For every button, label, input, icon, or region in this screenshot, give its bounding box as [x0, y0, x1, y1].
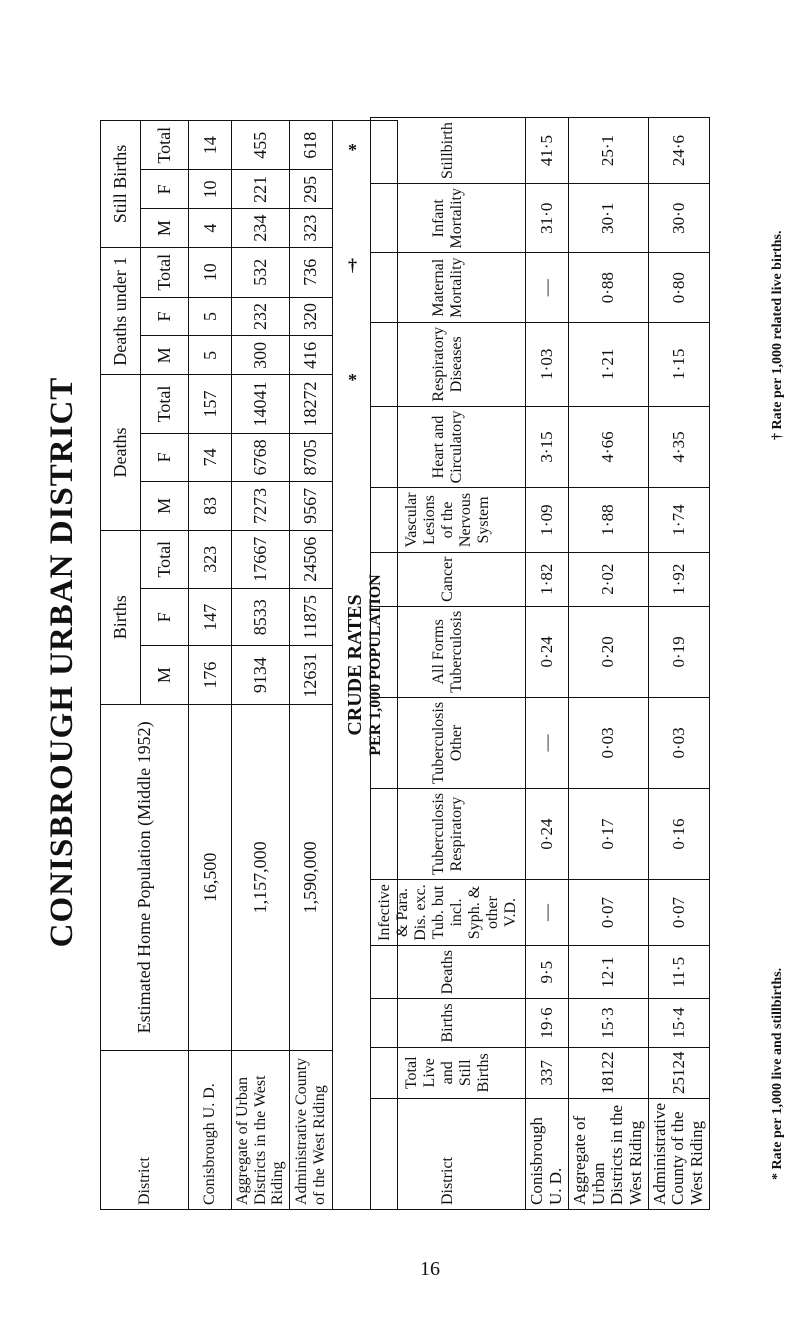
table-row [648, 118, 709, 1210]
cell: 10 [189, 248, 232, 297]
cell: 10 [189, 170, 232, 209]
row-population: 16,500 [189, 704, 232, 1050]
cell: 7273 [232, 482, 290, 531]
cell: 323 [289, 209, 332, 248]
cell: 0·19 [648, 606, 709, 697]
cell: 0·88 [569, 253, 649, 322]
cell: 9567 [289, 482, 332, 531]
cell: 15·3 [569, 999, 649, 1047]
cell: 320 [289, 297, 332, 336]
row-district: Conisbrough U. D. [526, 1099, 569, 1210]
cell: 15·4 [648, 999, 709, 1047]
table-row [189, 121, 232, 1210]
births-total: Total [141, 530, 189, 588]
cell: 337 [526, 1047, 569, 1099]
cell: 5 [189, 336, 232, 375]
cell: 18122 [569, 1047, 649, 1099]
population-header: Estimated Home Population (Middle 1952) [101, 704, 189, 1050]
row-district: Aggregate of Urban Districts in the West Riding [232, 1051, 290, 1210]
cell: 14 [189, 121, 232, 170]
rates-header: Respiratory Diseases [371, 322, 526, 406]
crude-rates-subtitle: PER 1,000 POPULATION [367, 574, 385, 756]
cell: 24506 [289, 530, 332, 588]
rates-header: Total Live and Still Births [371, 1047, 526, 1099]
deaths-f: F [141, 433, 189, 482]
cell: 0·07 [648, 880, 709, 946]
sb-m: M [141, 209, 189, 248]
cell: 74 [189, 433, 232, 482]
cell: 736 [289, 248, 332, 297]
cell: 1·15 [648, 322, 709, 406]
cell: 1·82 [526, 552, 569, 606]
cell: — [526, 253, 569, 322]
cell: 1·92 [648, 552, 709, 606]
cell: 532 [232, 248, 290, 297]
cell: 1·03 [526, 322, 569, 406]
cell: 0·17 [569, 789, 649, 880]
cell: 1·21 [569, 322, 649, 406]
cell: 30·1 [569, 184, 649, 253]
cell: 1·09 [526, 488, 569, 552]
table-row [569, 118, 649, 1210]
crude-rates-table-wrapper [370, 120, 730, 1210]
crude-rates-table [370, 117, 710, 1210]
group-header-row [101, 121, 141, 1210]
rates-header: District [371, 1099, 526, 1210]
cell: 3·15 [526, 406, 569, 488]
cell: 147 [189, 588, 232, 646]
cell: 416 [289, 336, 332, 375]
cell: 5 [189, 297, 232, 336]
deaths-total: Total [141, 375, 189, 433]
rates-header: Tuberculosis Other [371, 697, 526, 788]
rates-header: Cancer [371, 552, 526, 606]
footnote-related-live-births: † Rate per 1,000 related live births. [770, 230, 785, 440]
rates-header-row [371, 118, 526, 1210]
sb-total: Total [141, 121, 189, 170]
cell: 6768 [232, 433, 290, 482]
rates-header: All Forms Tuberculosis [371, 606, 526, 697]
table-row [526, 118, 569, 1210]
page-title: CONISBROUGH URBAN DISTRICT [44, 376, 80, 948]
cell: 0·16 [648, 789, 709, 880]
cell: 1·88 [569, 488, 649, 552]
cell: 25124 [648, 1047, 709, 1099]
asterisk-mark: * [348, 140, 357, 160]
rates-header: Vascular Lesions of the Nervous System [371, 488, 526, 552]
births-header: Births [101, 530, 141, 704]
cell: — [526, 880, 569, 946]
cell: 8533 [232, 588, 290, 646]
footnote-live-and-stillbirths: * Rate per 1,000 live and stillbirths. [770, 967, 785, 1180]
cell: 1·74 [648, 488, 709, 552]
cell: 12·1 [569, 945, 649, 998]
cell: 176 [189, 646, 232, 704]
cell: 300 [232, 336, 290, 375]
du1-f: F [141, 297, 189, 336]
rates-header: Maternal Mortality [371, 253, 526, 322]
rates-header: Tuberculosis Respiratory [371, 789, 526, 880]
cell: 12631 [289, 646, 332, 704]
cell: 30·0 [648, 184, 709, 253]
page-number: 16 [420, 1258, 440, 1280]
cell: 24·6 [648, 118, 709, 184]
cell: 14041 [232, 375, 290, 433]
cell: 4 [189, 209, 232, 248]
row-district: Aggregate of Urban Districts in the West Riding [569, 1099, 649, 1210]
cell: 323 [189, 530, 232, 588]
rates-header: Heart and Circulatory [371, 406, 526, 488]
rates-header: Deaths [371, 945, 526, 998]
cell: 221 [232, 170, 290, 209]
births-f: F [141, 588, 189, 646]
row-population: 1,590,000 [289, 704, 332, 1050]
sb-f: F [141, 170, 189, 209]
cell: 0·03 [648, 697, 709, 788]
rates-header: Stillbirth [371, 118, 526, 184]
asterisk-mark: * [348, 370, 357, 390]
still-births-header: Still Births [101, 121, 141, 248]
deaths-under-1-header: Deaths under 1 [101, 248, 141, 375]
cell: 11·5 [648, 945, 709, 998]
cell: 31·0 [526, 184, 569, 253]
deaths-header: Deaths [101, 375, 141, 530]
du1-m: M [141, 336, 189, 375]
rate-marks [348, 140, 368, 1140]
cell: 11875 [289, 588, 332, 646]
rates-header: Infant Mortality [371, 184, 526, 253]
cell: — [526, 697, 569, 788]
rates-header: Infective & Para. Dis. exc. Tub. but incl. Syph. & other V.D. [371, 880, 526, 946]
cell: 18272 [289, 375, 332, 433]
cell: 0·80 [648, 253, 709, 322]
cell: 234 [232, 209, 290, 248]
cell: 25·1 [569, 118, 649, 184]
cell: 295 [289, 170, 332, 209]
deaths-m: M [141, 482, 189, 531]
crude-rates-title: CRUDE RATES [344, 594, 367, 736]
row-district: Conisbrough U. D. [189, 1051, 232, 1210]
cell: 0·03 [569, 697, 649, 788]
cell: 4·66 [569, 406, 649, 488]
district-header: District [101, 1051, 189, 1210]
cell: 0·20 [569, 606, 649, 697]
cell: 157 [189, 375, 232, 433]
cell: 0·24 [526, 789, 569, 880]
cell: 8705 [289, 433, 332, 482]
cell: 232 [232, 297, 290, 336]
cell: 9·5 [526, 945, 569, 998]
cell: 2·02 [569, 552, 649, 606]
du1-total: Total [141, 248, 189, 297]
cell: 0·07 [569, 880, 649, 946]
cell: 83 [189, 482, 232, 531]
row-district: Administrative County of the West Riding [648, 1099, 709, 1210]
cell: 19·6 [526, 999, 569, 1047]
cell: 17667 [232, 530, 290, 588]
table-row [232, 121, 290, 1210]
table-row [289, 121, 332, 1210]
cell: 9134 [232, 646, 290, 704]
cell: 0·24 [526, 606, 569, 697]
cell: 618 [289, 121, 332, 170]
rates-header: Births [371, 999, 526, 1047]
cell: 4·35 [648, 406, 709, 488]
cell: 455 [232, 121, 290, 170]
row-population: 1,157,000 [232, 704, 290, 1050]
row-district: Administrative County of the West Riding [289, 1051, 332, 1210]
dagger-mark: † [348, 255, 357, 275]
births-m: M [141, 646, 189, 704]
cell: 41·5 [526, 118, 569, 184]
